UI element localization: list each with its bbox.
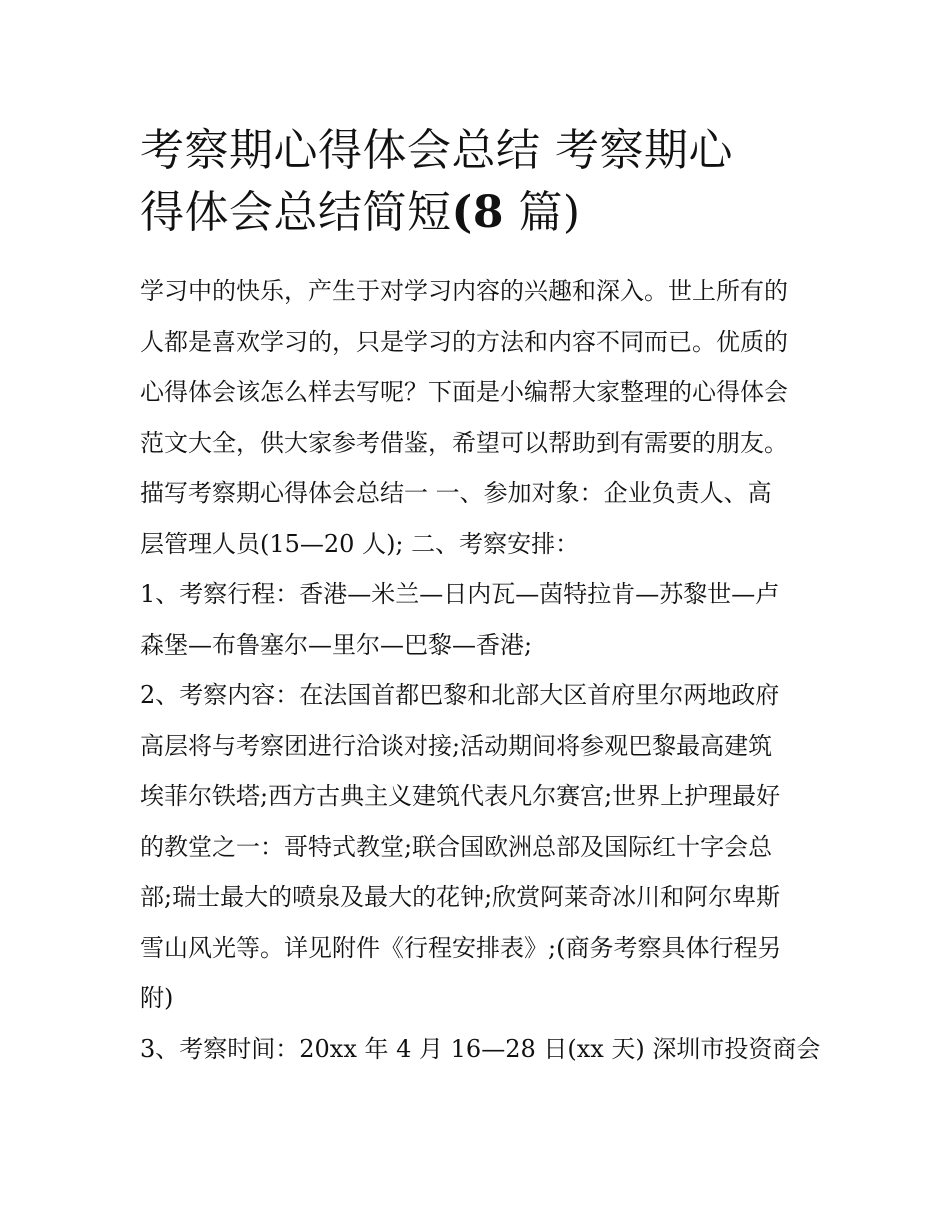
text-line: 雪山风光等。详见附件《行程安排表》;(商务考察具体行程另	[140, 933, 782, 962]
content-paragraph	[140, 670, 820, 1024]
text-line: 部;瑞士最大的喷泉及最大的花钟;欣赏阿莱奇冰川和阿尔卑斯	[140, 883, 781, 911]
itinerary-paragraph	[140, 569, 820, 670]
document-title	[140, 120, 820, 244]
schedule-paragraph	[140, 1024, 820, 1075]
text-line: 心得体会该怎么样去写呢？下面是小编帮大家整理的心得体会	[140, 378, 788, 406]
text-line: 高层将与考察团进行洽谈对接;活动期间将参观巴黎最高建筑	[140, 731, 773, 760]
text-line: 附)	[140, 984, 174, 1012]
text-line: 学习中的快乐，产生于对学习内容的兴趣和深入。世上所有的	[140, 277, 788, 305]
text-line: 森堡—布鲁塞尔—里尔—巴黎—香港;	[140, 630, 533, 659]
title-line-1: 考察期心得体会总结 考察期心	[140, 125, 733, 176]
title-line-2	[140, 182, 820, 244]
title-line-2-text: 得体会总结简短	[140, 187, 452, 238]
text-line: 埃菲尔铁塔;西方古典主义建筑代表凡尔赛宫;世界上护理最好	[140, 782, 781, 810]
text-line: 1、考察行程：香港—米兰—日内瓦—茵特拉肯—苏黎世—卢	[140, 580, 780, 608]
text-line: 的教堂之一：哥特式教堂;联合国欧洲总部及国际红十字会总	[140, 832, 773, 861]
intro-paragraph	[140, 266, 820, 569]
title-count-open: (8	[451, 187, 504, 238]
document-content	[140, 120, 820, 1074]
document-body	[140, 266, 820, 1074]
text-line: 2、考察内容：在法国首都巴黎和北部大区首府里尔两地政府	[140, 681, 780, 709]
title-count-unit: 篇)	[518, 187, 581, 238]
text-line: 层管理人员(15—20 人); 二、考察安排：	[140, 529, 580, 558]
text-line: 人都是喜欢学习的，只是学习的方法和内容不同而已。优质的	[140, 327, 788, 356]
text-line: 3、考察时间：20xx 年 4 月 16—28 日(xx 天) 深圳市投资商会	[140, 1034, 821, 1063]
text-line: 描写考察期心得体会总结一 一、参加对象：企业负责人、高	[140, 479, 772, 507]
text-line: 范文大全，供大家参考借鉴，希望可以帮助到有需要的朋友。	[140, 428, 788, 457]
